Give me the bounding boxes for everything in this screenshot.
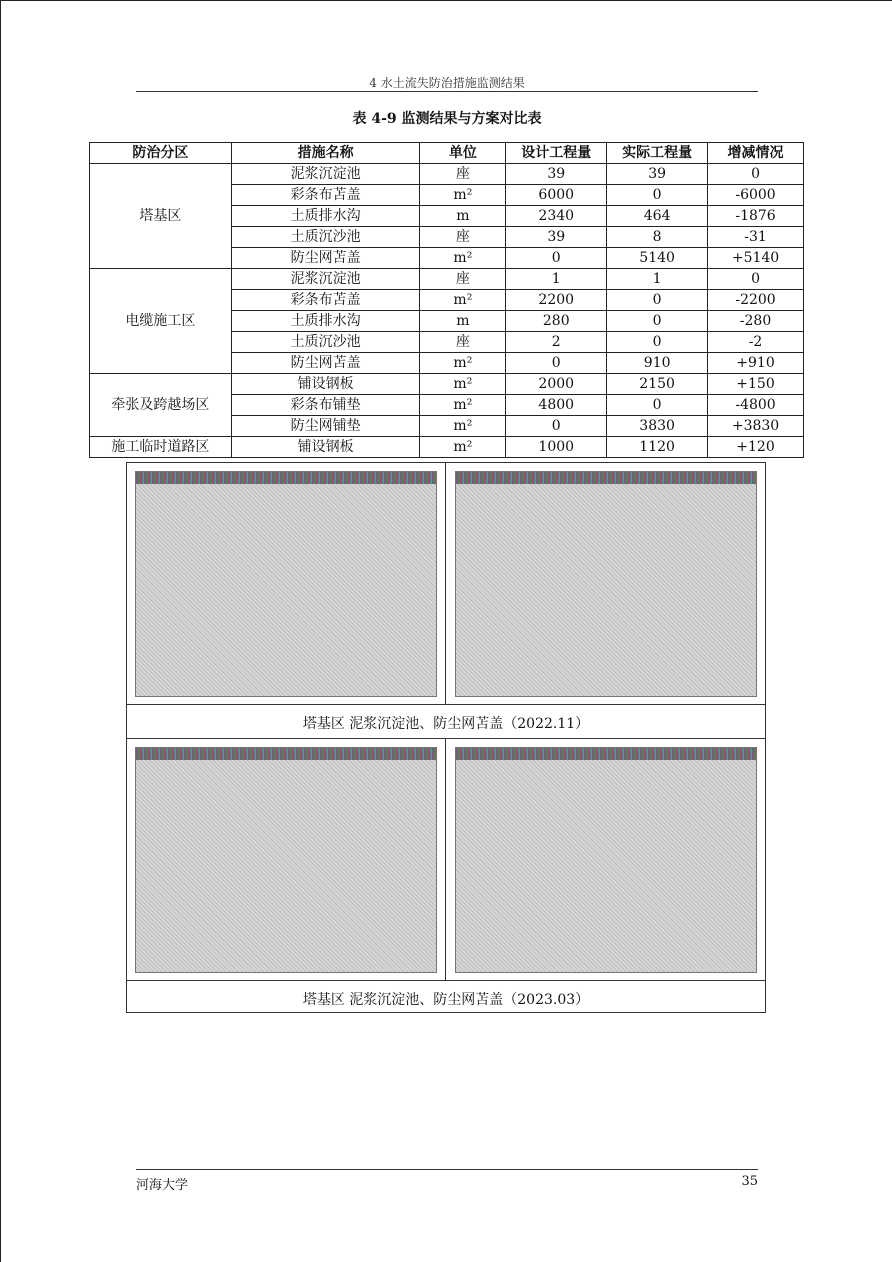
change-cell: +120 [708, 437, 804, 458]
unit-cell: m² [420, 416, 506, 437]
design-qty-cell: 1 [506, 269, 607, 290]
design-qty-cell: 0 [506, 416, 607, 437]
unit-cell: 座 [420, 269, 506, 290]
monitoring-comparison-table [89, 142, 804, 458]
measure-cell: 泥浆沉淀池 [231, 269, 420, 290]
actual-qty-cell: 0 [607, 311, 708, 332]
change-cell: 0 [708, 164, 804, 185]
footer-rule [136, 1169, 758, 1170]
design-qty-cell: 280 [506, 311, 607, 332]
design-qty-cell: 6000 [506, 185, 607, 206]
measure-cell: 铺设钢板 [231, 374, 420, 395]
table-row [90, 269, 804, 290]
unit-cell: 座 [420, 227, 506, 248]
page-number: 35 [741, 1174, 758, 1189]
actual-qty-cell: 5140 [607, 248, 708, 269]
header-rule [136, 91, 758, 92]
photo-caption: 塔基区 泥浆沉淀池、防尘网苫盖（2023.03） [302, 992, 590, 1008]
unit-cell: m² [420, 395, 506, 416]
photo-panel [126, 738, 766, 1013]
site-photo [455, 747, 757, 973]
actual-qty-cell: 3830 [607, 416, 708, 437]
photo-noise-strip [456, 748, 756, 760]
actual-qty-cell: 1120 [607, 437, 708, 458]
measure-cell: 防尘网苫盖 [231, 353, 420, 374]
measure-cell: 彩条布苫盖 [231, 185, 420, 206]
design-qty-cell: 0 [506, 353, 607, 374]
change-cell: +150 [708, 374, 804, 395]
column-header: 实际工程量 [607, 143, 708, 164]
zone-cell: 牵张及跨越场区 [90, 374, 232, 437]
change-cell: 0 [708, 269, 804, 290]
unit-cell: m² [420, 353, 506, 374]
unit-cell: m² [420, 374, 506, 395]
measure-cell: 彩条布苫盖 [231, 290, 420, 311]
photo-noise-strip [456, 472, 756, 484]
actual-qty-cell: 8 [607, 227, 708, 248]
actual-qty-cell: 910 [607, 353, 708, 374]
photo-noise-strip [136, 748, 436, 760]
page-left-edge [0, 0, 1, 1262]
zone-cell: 电缆施工区 [90, 269, 232, 374]
unit-cell: m² [420, 248, 506, 269]
actual-qty-cell: 1 [607, 269, 708, 290]
change-cell: -2200 [708, 290, 804, 311]
column-header: 增减情况 [708, 143, 804, 164]
measure-cell: 泥浆沉淀池 [231, 164, 420, 185]
measure-cell: 土质沉沙池 [231, 332, 420, 353]
measure-cell: 土质排水沟 [231, 206, 420, 227]
zone-cell: 塔基区 [90, 164, 232, 269]
unit-cell: 座 [420, 164, 506, 185]
photo-divider [445, 463, 446, 704]
table-header-row [90, 143, 804, 164]
change-cell: -280 [708, 311, 804, 332]
table-row [90, 374, 804, 395]
photo-caption: 塔基区 泥浆沉淀池、防尘网苫盖（2022.11） [302, 716, 590, 732]
table-caption: 表 4-9 监测结果与方案对比表 [352, 111, 542, 127]
measure-cell: 土质沉沙池 [231, 227, 420, 248]
measure-cell: 土质排水沟 [231, 311, 420, 332]
unit-cell: 座 [420, 332, 506, 353]
design-qty-cell: 4800 [506, 395, 607, 416]
actual-qty-cell: 464 [607, 206, 708, 227]
actual-qty-cell: 0 [607, 332, 708, 353]
change-cell: -2 [708, 332, 804, 353]
unit-cell: m [420, 311, 506, 332]
actual-qty-cell: 0 [607, 290, 708, 311]
measure-cell: 防尘网苫盖 [231, 248, 420, 269]
column-header: 防治分区 [90, 143, 232, 164]
design-qty-cell: 2000 [506, 374, 607, 395]
photo-panel [126, 462, 766, 739]
column-header: 措施名称 [231, 143, 420, 164]
site-photo [455, 471, 757, 697]
design-qty-cell: 39 [506, 164, 607, 185]
design-qty-cell: 2340 [506, 206, 607, 227]
column-header: 单位 [420, 143, 506, 164]
footer-institution: 河海大学 [136, 1178, 189, 1193]
page-top-edge [0, 0, 892, 1]
photo-divider [445, 739, 446, 980]
actual-qty-cell: 0 [607, 395, 708, 416]
photo-row [127, 739, 765, 981]
site-photo [135, 747, 437, 973]
measure-cell: 彩条布铺垫 [231, 395, 420, 416]
column-header: 设计工程量 [506, 143, 607, 164]
unit-cell: m [420, 206, 506, 227]
actual-qty-cell: 2150 [607, 374, 708, 395]
design-qty-cell: 2200 [506, 290, 607, 311]
unit-cell: m² [420, 185, 506, 206]
photo-row [127, 463, 765, 705]
change-cell: +5140 [708, 248, 804, 269]
design-qty-cell: 1000 [506, 437, 607, 458]
change-cell: -6000 [708, 185, 804, 206]
unit-cell: m² [420, 437, 506, 458]
measure-cell: 防尘网铺垫 [231, 416, 420, 437]
table-row [90, 437, 804, 458]
change-cell: +3830 [708, 416, 804, 437]
site-photo [135, 471, 437, 697]
change-cell: +910 [708, 353, 804, 374]
change-cell: -31 [708, 227, 804, 248]
unit-cell: m² [420, 290, 506, 311]
design-qty-cell: 39 [506, 227, 607, 248]
running-header: 4 水土流失防治措施监测结果 [369, 76, 525, 90]
change-cell: -1876 [708, 206, 804, 227]
measure-cell: 铺设钢板 [231, 437, 420, 458]
actual-qty-cell: 39 [607, 164, 708, 185]
photo-noise-strip [136, 472, 436, 484]
design-qty-cell: 2 [506, 332, 607, 353]
actual-qty-cell: 0 [607, 185, 708, 206]
zone-cell: 施工临时道路区 [90, 437, 232, 458]
design-qty-cell: 0 [506, 248, 607, 269]
change-cell: -4800 [708, 395, 804, 416]
table-row [90, 164, 804, 185]
